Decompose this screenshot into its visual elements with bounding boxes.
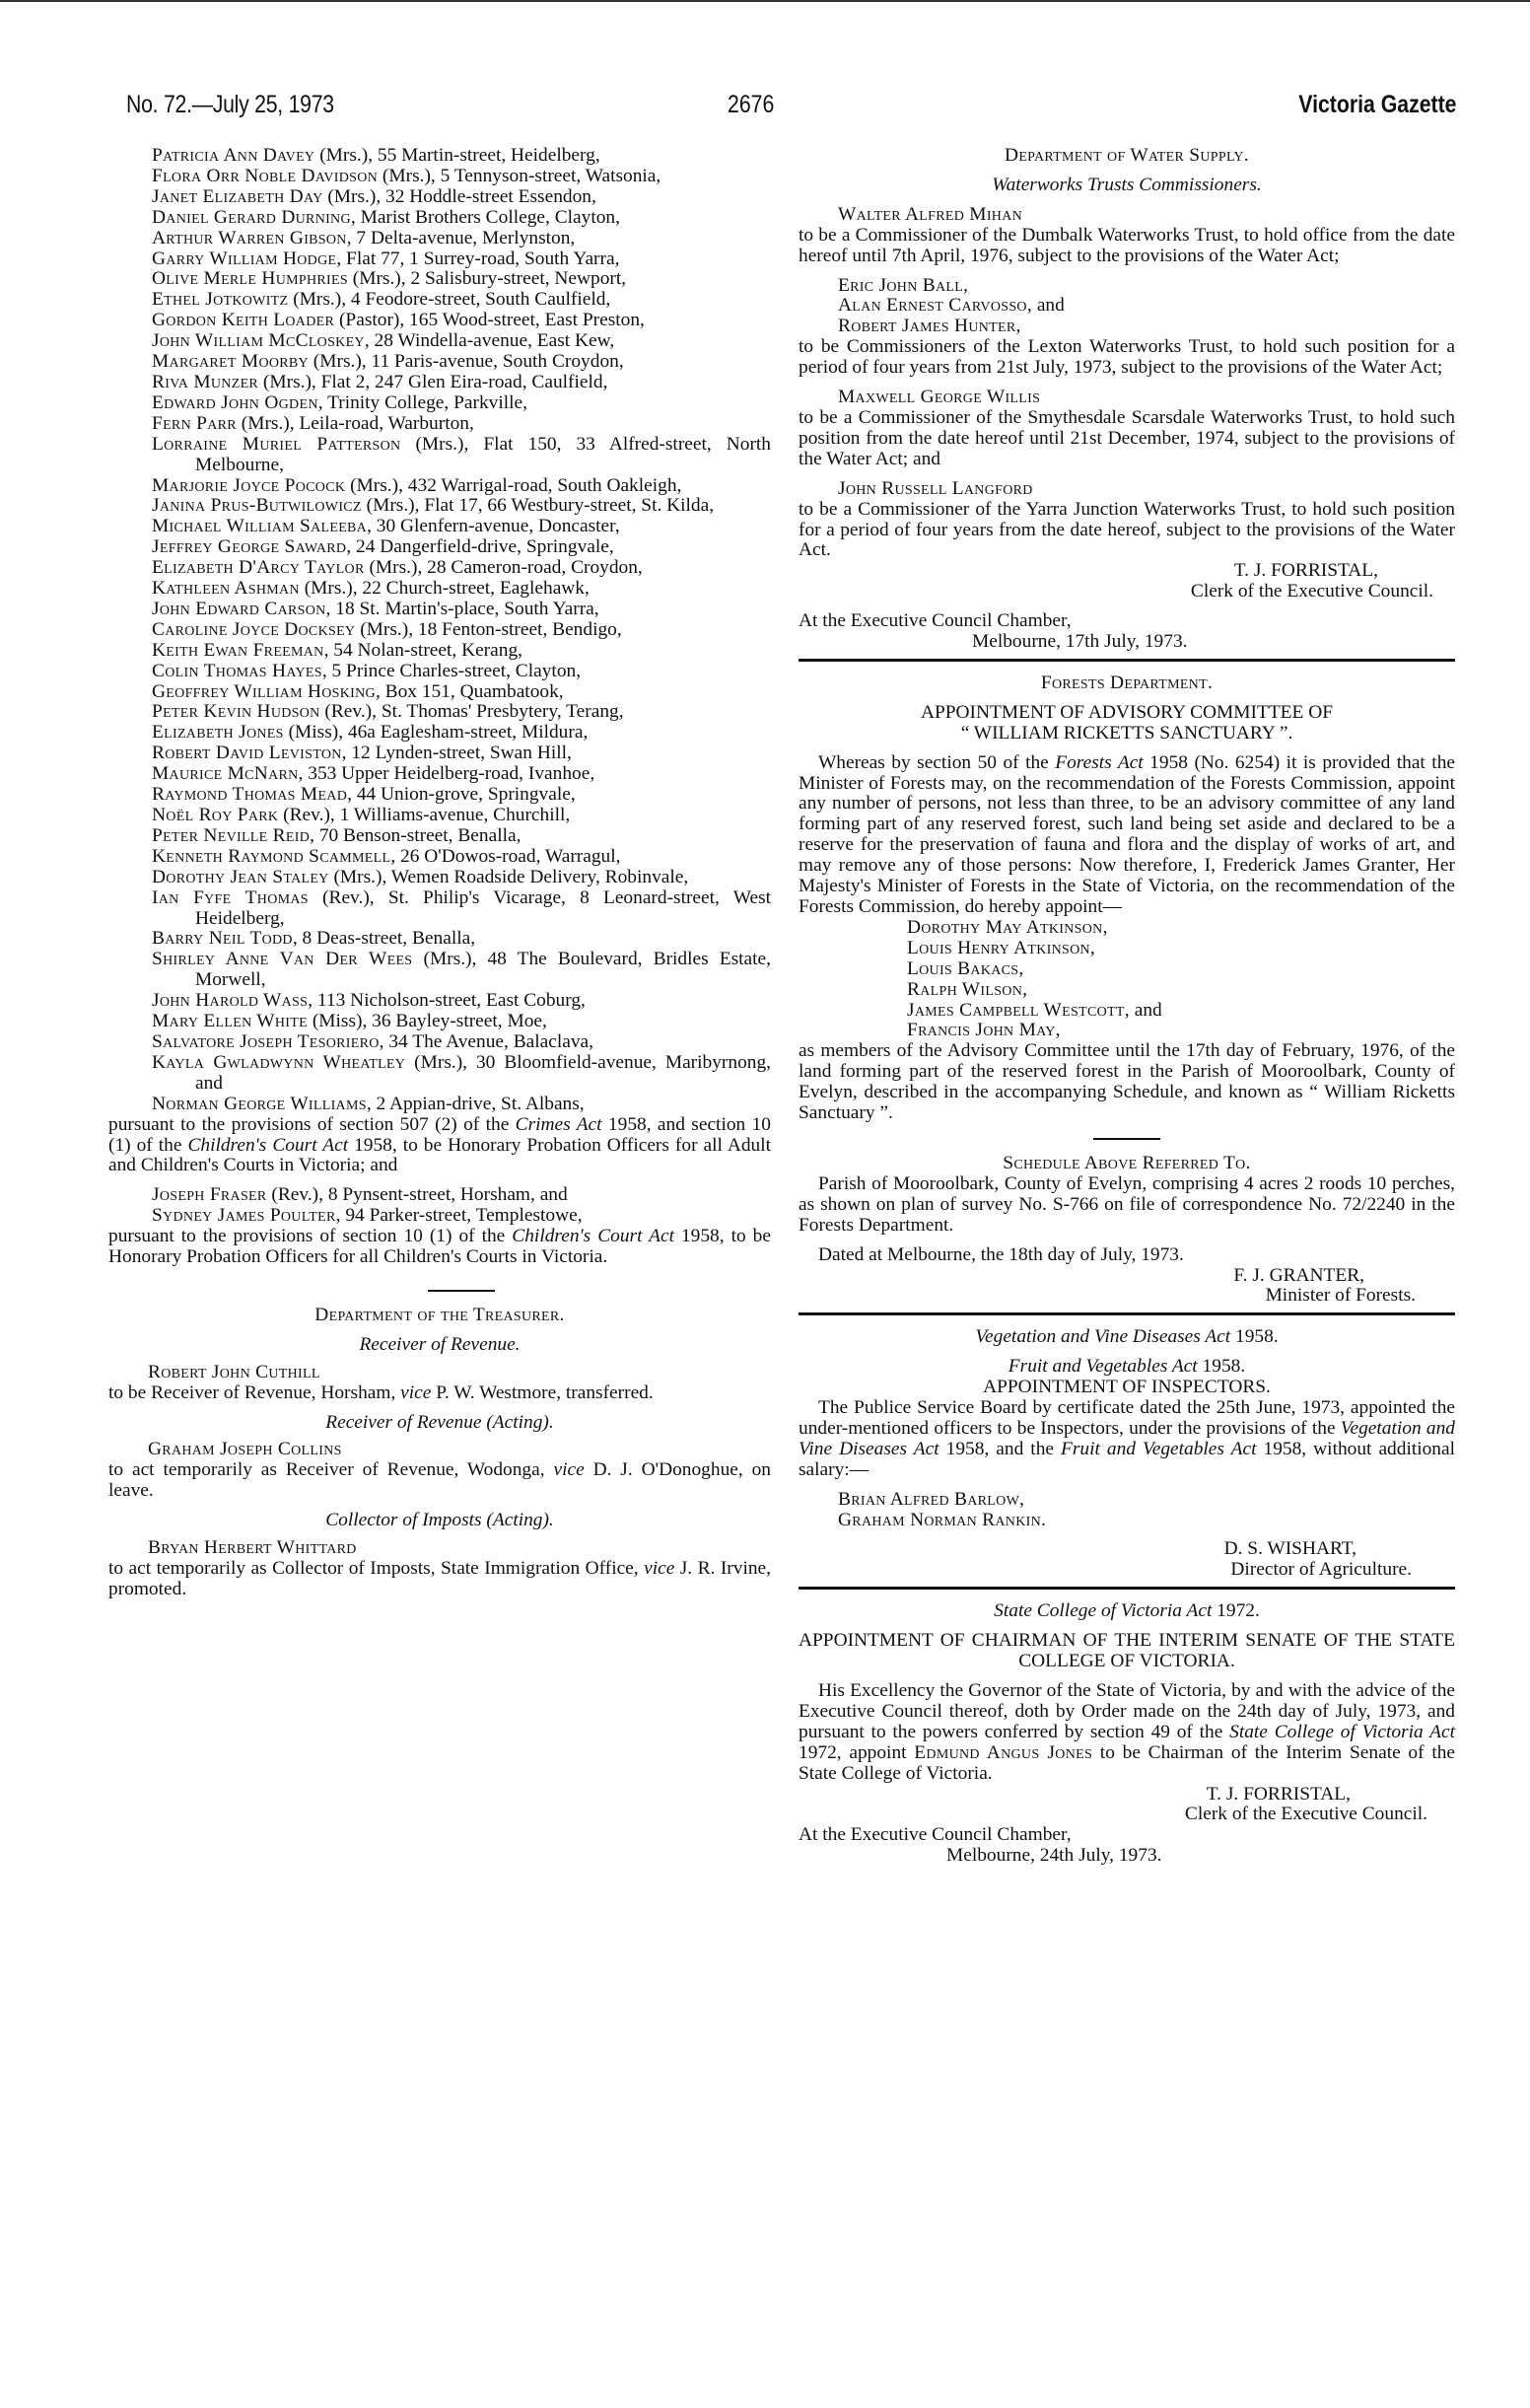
inspector-name: Graham Norman Rankin. [838,1509,1047,1530]
officer-name: Ethel Jotkowitz [152,289,289,311]
act-name: State College of Victoria Act [1229,1721,1456,1742]
water-department-heading: Department of Water Supply. [1005,145,1249,166]
committee-members-list [799,918,1455,1041]
officer-name: Arthur Warren Gibson [152,227,347,248]
officer-entry [152,537,771,558]
inspector-names-list [799,1490,1455,1531]
section-divider [1093,1138,1160,1140]
officer-entry [152,373,771,393]
officer-entry [152,868,771,888]
second-officers-list [152,1185,771,1227]
officer-address: (Mrs.), 4 Feodore-street, South Caulfield, [288,289,611,311]
commission-text: to be a Commissioner of the Dumbalk Waterworks Trust, to hold office from the date hereof until 7th April, 1976, subject to the provisions of the Water Act; [799,224,1455,266]
pursuant-text: 1958, to be Honorary Probation Officers for all Children's Courts in Victoria. [108,1226,771,1268]
officer-entry [152,269,771,290]
section-divider [799,1587,1455,1590]
officer-address: , 28 Windella-avenue, East Kew, [364,330,615,352]
officer-entry [152,702,771,723]
officer-entry [152,167,771,187]
officer-name: Joseph Fraser [152,1184,267,1206]
left-column [108,145,772,1609]
commissioner-name: Eric John Ball, [838,274,969,296]
officer-entry [152,517,771,537]
vice-word: vice [400,1381,432,1403]
signatory-name: T. J. FORRISTAL, [1233,560,1378,582]
officer-address: , Marist Brothers College, Clayton, [350,206,620,228]
officer-address: (Mrs.), Leila-road, Warburton, [236,412,474,434]
officer-name: Janet Elizabeth Day [152,185,323,207]
committee-member [799,959,1455,980]
signatory-title: Minister of Forests. [1265,1285,1416,1307]
officer-name: Flora Orr Noble Davidson [152,165,379,186]
officer-name: Jeffrey George Saward [152,536,347,558]
officer-entry [152,496,771,517]
officer-address: , 12 Lynden-street, Swan Hill, [341,743,572,764]
order-text: to be Chairman of the Interim Senate of the State College of Victoria. [799,1741,1456,1784]
issue-number-date: No. 72.—July 25, 1973 [126,91,334,118]
act-year: 1958. [1230,1326,1279,1348]
officer-entry [152,1185,771,1206]
officer-address: , 2 Appian-drive, St. Albans, [366,1093,585,1114]
officer-entry [152,393,771,414]
act-name: Vegetation and Vine Diseases Act [799,1417,1455,1459]
appointment-heading: Collector of Imposts (Acting). [325,1510,554,1531]
appointment-text [108,1460,771,1502]
order-text: 1972, appoint [799,1741,915,1763]
inspectors-text: 1958, and the [939,1438,1062,1459]
signature-block [799,1266,1455,1308]
appointment-text-part: to act temporarily as Collector of Imposts, State Immigration Office, [108,1558,645,1579]
officer-name: Raymond Thomas Mead [152,784,348,806]
officer-name: Salvatore Joseph Tesoriero [152,1030,380,1052]
water-subheading: Waterworks Trusts Commissioners. [992,174,1262,195]
officer-entry [152,950,771,991]
publication-title: Victoria Gazette [1298,91,1457,118]
appointment-heading: Receiver of Revenue (Acting). [325,1411,554,1433]
section-divider [799,659,1455,662]
act-name: Fruit and Vegetables Act [1008,1356,1198,1378]
inspectors-title: APPOINTMENT OF INSPECTORS. [983,1377,1271,1398]
officer-address: (Mrs.), 55 Martin-street, Heidelberg, [314,145,600,166]
officer-address: (Mrs.), 5 Tennyson-street, Watsonia, [378,165,661,186]
officer-name: Sydney James Poulter [152,1205,336,1227]
appointment-text-part: J. R. Irvine, promoted. [108,1558,771,1599]
officer-address: (Rev.), 8 Pynsent-street, Horsham, and [266,1184,568,1206]
commissioner-name: Maxwell George Willis [838,387,1041,408]
officer-entry [152,476,771,497]
act-name: Forests Act [1055,751,1144,773]
member-name: Ralph Wilson, [907,978,1028,1000]
pursuant-paragraph-1 [108,1115,771,1177]
officer-address: (Rev.), 1 Williams-avenue, Churchill, [278,805,571,825]
officer-entry [152,1012,771,1032]
officer-entry [152,682,771,703]
committee-member [799,980,1455,1001]
officer-address: , Box 151, Quambatook, [375,680,564,702]
officer-address: , 7 Delta-avenue, Merlynston, [346,227,576,248]
place-line: At the Executive Council Chamber, [799,610,1072,632]
officer-entry [152,929,771,950]
member-name: James Campbell Westcott, [907,999,1130,1021]
officer-address: , 54 Nolan-street, Kerang, [323,639,522,661]
officer-address: , 30 Glenfern-avenue, Doncaster, [367,516,620,537]
officer-address: , 5 Prince Charles-street, Clayton, [321,660,582,681]
officer-address: (Mrs.), Flat 2, 247 Glen Eira-road, Caulfield, [258,371,608,392]
officer-name: John Edward Carson [152,598,326,619]
officer-address: , 26 O'Dowos-road, Warragul, [390,845,621,867]
officer-entry [152,290,771,311]
signature-block [799,1539,1455,1581]
commission-text: to be a Commissioner of the Yarra Junction Waterworks Trust, to hold such position for a period of four years from the date hereof, subject to the provisions of the Water Act. [799,498,1455,561]
officer-address: (Mrs.), 18 Fenton-street, Bendigo, [355,618,622,640]
pursuant-text: 1958, to be Honorary Probation Officers for all Adult and Children's Courts in Victoria; and [108,1134,771,1176]
officer-name: Daniel Gerard Durning [152,206,351,228]
officer-name: Norman George Williams [152,1093,367,1114]
commissioner-name: Robert James Hunter, [838,316,1021,337]
appointee-name: Edmund Angus Jones [914,1741,1093,1763]
appointment-text-part: to act temporarily as Receiver of Revenue, Wodonga, [108,1459,554,1481]
whereas-text: 1958 (No. 6254) it is provided that the Minister of Forests may, on the recommendation of the Forests Commission, appoint any number of persons, not less than three, to be an advisory committee of any land forming part of any reserved forest, such land being set aside and declared to be a reserve for the preservation of fauna and flora and the display of works of art, and may remove any of those persons: Now therefore, I, Frederick James Granter, Her Majesty's Minister of Forests in the State of Victoria, on the recommendation of the Forests Commission, do hereby appoint— [799,751,1455,917]
conjunction: and [1129,999,1162,1021]
officer-name: Janina Prus-Butwilowicz [152,495,362,517]
officer-name: Olive Merle Humphries [152,268,348,290]
state-college-title: APPOINTMENT OF CHAIRMAN OF THE INTERIM SENATE OF THE STATE COLLEGE OF VICTORIA. [799,1630,1455,1672]
section-divider [428,1290,495,1292]
officer-entry [152,641,771,662]
officer-name: Ian Fyfe Thomas [152,886,309,908]
commissioner-name: John Russell Langford [838,477,1033,499]
treasurer-appointment [108,1335,771,1413]
act-year: 1958. [1197,1356,1246,1378]
officer-name: John William McCloskey [152,330,365,352]
officer-entry [152,764,771,785]
officer-address: (Mrs.), 48 The Boulevard, Bridles Estate, Morwell, [195,949,771,991]
appointment-text [108,1559,771,1600]
officer-name: Kenneth Raymond Scammell [152,845,391,867]
officer-name: Geoffrey William Hosking [152,680,376,702]
inspectors-paragraph [799,1398,1455,1481]
officer-address: , 8 Deas-street, Benalla, [292,928,476,950]
treasurer-department-heading: Department of the Treasurer. [314,1304,565,1325]
officer-entry [152,847,771,868]
whereas-paragraph [799,753,1455,918]
officer-address: (Mrs.), 30 Bloomfield-avenue, Maribyrnong, and [195,1051,772,1094]
pursuant-text: pursuant to the provisions of section 507 (2) of the [108,1113,516,1135]
officer-name: Peter Kevin Hudson [152,701,320,723]
officer-entry [152,600,771,620]
agriculture-act-heading-1 [799,1327,1455,1348]
committee-member [799,1021,1455,1041]
officer-name: Kathleen Ashman [152,578,300,600]
signatory-title: Clerk of the Executive Council. [1190,581,1433,602]
section-divider [799,1312,1455,1315]
commission-text: to be a Commissioner of the Smythesdale Scarsdale Waterworks Trust, to hold such position from the date hereof until 21st December, 1974, subject to the provisions of the Water Act; and [799,406,1455,469]
officer-address: , 44 Union-grove, Springvale, [347,784,576,806]
officer-name: Shirley Anne Van Der Wees [152,949,413,970]
officer-name: Gordon Keith Loader [152,310,335,331]
act-name: State College of Victoria Act [994,1600,1213,1622]
officer-entry [152,558,771,579]
officer-entry [152,208,771,229]
treasurer-appointment [108,1413,771,1512]
act-year: 1972. [1212,1600,1260,1622]
officer-name: Lorraine Muriel Patterson [152,433,401,455]
inspectors-text: The Publice Service Board by certificate dated the 25th June, 1973, appointed the under-mentioned officers to be Inspectors, under the provisions of the [799,1397,1455,1439]
officer-name: Edward John Ogden [152,391,318,413]
officer-entry [152,1053,771,1095]
officer-entry [152,435,771,476]
act-name: Children's Court Act [187,1134,349,1156]
officer-entry [152,662,771,682]
officer-address: , 18 St. Martin's-place, South Yarra, [325,598,599,619]
appointee-name: Bryan Herbert Whittard [148,1537,357,1559]
officer-address: (Mrs.), Wemen Roadside Delivery, Robinvale, [328,866,689,887]
dated-line: Dated at Melbourne, the 18th day of July, 1973. [818,1243,1184,1265]
officer-name: Colin Thomas Hayes [152,660,322,681]
top-border-rule [0,0,1530,2]
treasurer-appointment [108,1511,771,1609]
inspectors-text: 1958, without additional salary:— [799,1438,1455,1480]
officer-entry [152,744,771,764]
page-number: 2676 [728,91,775,118]
pursuant-text: 1958, and section 10 (1) of the [108,1113,771,1156]
officer-entry [152,1095,771,1115]
committee-member [799,1001,1455,1022]
signature-block [799,561,1455,602]
page-header [126,91,1457,130]
right-column [799,146,1455,1867]
signatory-name: T. J. FORRISTAL, [1206,1783,1351,1805]
officer-address: (Mrs.), 28 Cameron-road, Croydon, [364,557,643,579]
forests-department-heading: Forests Department. [1040,672,1214,693]
treasurer-sections [108,1335,771,1609]
officer-address: (Mrs.), 2 Salisbury-street, Newport, [347,268,627,290]
place-line: At the Executive Council Chamber, [799,1824,1072,1846]
commissioner-name: Alan Ernest Carvosso, [838,295,1032,317]
officer-name: Dorothy Jean Staley [152,866,329,887]
officer-entry [152,146,771,167]
appointment-text-part: P. W. Westmore, transferred. [431,1381,654,1403]
pursuant-paragraph-2 [108,1227,771,1268]
commissioner-name: Walter Alfred Mihan [838,203,1023,225]
officer-address: (Mrs.), Flat 17, 66 Westbury-street, St. Kilda, [361,495,715,517]
act-name: Fruit and Vegetables Act [1061,1438,1257,1459]
officer-entry [152,888,771,930]
officer-name: Margaret Moorby [152,351,309,373]
signatory-name: D. S. WISHART, [1223,1538,1356,1560]
pursuant-text: pursuant to the provisions of section 10 (1) of the [108,1226,513,1247]
officer-name: Keith Ewan Freeman [152,639,324,661]
order-text: His Excellency the Governor of the State of Victoria, by and with the advice of the Executive Council thereof, doth by Order made on the 24th day of July, 1973, and pursuant to the powers conferred by section 49 of the [799,1680,1455,1742]
officer-entry [152,620,771,641]
officer-address: , 24 Dangerfield-drive, Springvale, [346,536,614,558]
officer-entry [152,187,771,208]
state-college-act-heading [799,1601,1455,1622]
officer-entry [152,1206,771,1227]
officer-address: (Miss), 46a Eaglesham-street, Mildura, [283,722,589,744]
appointment-text-part: D. J. O'Donoghue, on leave. [108,1459,771,1502]
committee-member [799,939,1455,959]
appointment-text-part: to be Receiver of Revenue, Horsham, [108,1381,401,1403]
schedule-text: Parish of Mooroolbark, County of Evelyn, comprising 4 acres 2 roods 10 perches, as shown on plan of survey No. S-766 on file of correspondence No. 72/2240 in the Forests Department. [799,1172,1455,1236]
member-name: Louis Henry Atkinson, [907,937,1096,958]
officer-name: Riva Munzer [152,371,259,392]
officer-name: Elizabeth Jones [152,722,284,744]
officer-address: (Rev.), St. Philip's Vicarage, 8 Leonard-street, West Heidelberg, [195,886,771,929]
officer-name: Caroline Joyce Docksey [152,618,356,640]
officer-name: Fern Parr [152,412,237,434]
officer-entry [152,723,771,744]
vice-word: vice [644,1558,675,1579]
officer-address: , Flat 77, 1 Surrey-road, South Yarra, [336,248,620,269]
officer-address: (Mrs.), 432 Warrigal-road, South Oakleigh, [345,474,682,496]
officer-address: (Pastor), 165 Wood-street, East Preston, [334,310,645,331]
whereas-text: Whereas by section 50 of the [818,751,1056,773]
officer-entry [152,331,771,352]
officer-address: (Mrs.), 22 Church-street, Eaglehawk, [299,578,590,600]
officer-entry [152,414,771,435]
members-text: as members of the Advisory Committee until the 17th day of February, 1976, of the land forming part of the reserved forest in the Parish of Mooroolbark, County of Evelyn, described in the accompanying Schedule, and known as “ William Ricketts Sanctuary ”. [799,1040,1455,1124]
officer-entry [152,229,771,249]
vice-word: vice [553,1459,585,1481]
officer-name: Elizabeth D'Arcy Taylor [152,557,365,579]
signatory-title: Director of Agriculture. [1230,1559,1412,1581]
officer-entry [152,311,771,331]
officer-name: Maurice McNarn [152,763,299,785]
officer-address: (Mrs.), Flat 150, 33 Alfred-street, North Melbourne, [195,433,771,475]
officer-address: (Mrs.), 11 Paris-avenue, South Croydon, [308,351,624,373]
officer-entry [152,785,771,806]
inspector-name: Brian Alfred Barlow, [838,1488,1025,1510]
act-name: Vegetation and Vine Diseases Act [975,1326,1231,1348]
officer-address: (Rev.), St. Thomas' Presbytery, Terang, [319,701,624,723]
act-name: Crimes Act [515,1113,602,1135]
officer-entry [152,352,771,373]
officer-name: Garry William Hodge [152,248,337,269]
officer-name: Peter Neville Reid [152,824,311,846]
officer-entry [152,991,771,1012]
date-line: Melbourne, 17th July, 1973. [972,631,1188,653]
officer-name: Noël Roy Park [152,805,279,825]
member-name: Francis John May, [907,1020,1061,1041]
member-name: Dorothy May Atkinson, [907,916,1108,938]
officer-name: Marjorie Joyce Pocock [152,474,346,496]
schedule-heading: Schedule Above Referred To. [1003,1152,1251,1173]
forests-title-line-2: “ WILLIAM RICKETTS SANCTUARY ”. [960,722,1293,744]
officer-name: Patricia Ann Davey [152,145,315,166]
officer-entry [152,579,771,600]
officer-address: , 353 Upper Heidelberg-road, Ivanhoe, [298,763,595,785]
probation-officers-list [152,146,771,1115]
officer-name: Barry Neil Todd [152,928,293,950]
date-line: Melbourne, 24th July, 1973. [946,1845,1162,1867]
officer-name: John Harold Wass [152,990,309,1012]
officer-address: , 94 Parker-street, Templestowe, [335,1205,583,1227]
officer-address: (Miss), 36 Bayley-street, Moe, [307,1011,547,1032]
officer-name: Kayla Gwladwynn Wheatley [152,1051,406,1073]
officer-entry [152,806,771,826]
signatory-name: F. J. GRANTER, [1233,1264,1364,1286]
appointee-name: Robert John Cuthill [148,1361,320,1382]
appointment-text [108,1383,771,1404]
officer-name: Robert David Leviston [152,743,342,764]
signature-block [799,1785,1455,1826]
officer-entry [152,826,771,847]
officer-name: Mary Ellen White [152,1011,308,1032]
appointment-heading: Receiver of Revenue. [359,1333,521,1355]
commissioner-name-row [799,296,1455,317]
commission-text: to be Commissioners of the Lexton Waterworks Trust, to hold such position for a period of four years from 21st July, 1973, subject to the provisions of the Water Act; [799,336,1455,379]
officer-address: (Mrs.), 32 Hoddle-street Essendon, [322,185,596,207]
officer-address: , 113 Nicholson-street, East Coburg, [308,990,586,1012]
member-name: Louis Bakacs, [907,957,1024,979]
forests-title-line-1: APPOINTMENT OF ADVISORY COMMITTEE OF [920,701,1333,723]
signatory-title: Clerk of the Executive Council. [1184,1804,1427,1825]
officer-entry [152,1032,771,1053]
conjunction: and [1031,295,1065,317]
officer-address: , 34 The Avenue, Balaclava, [379,1030,594,1052]
officer-name: Michael William Saleeba [152,516,368,537]
officer-entry [152,249,771,270]
officer-address: , 70 Benson-street, Benalla, [310,824,522,846]
agriculture-act-heading-2 [799,1357,1455,1378]
committee-member [799,918,1455,939]
state-college-paragraph [799,1681,1455,1785]
appointee-name: Graham Joseph Collins [148,1439,342,1460]
act-name: Children's Court Act [512,1226,674,1247]
officer-address: , Trinity College, Parkville, [317,391,527,413]
